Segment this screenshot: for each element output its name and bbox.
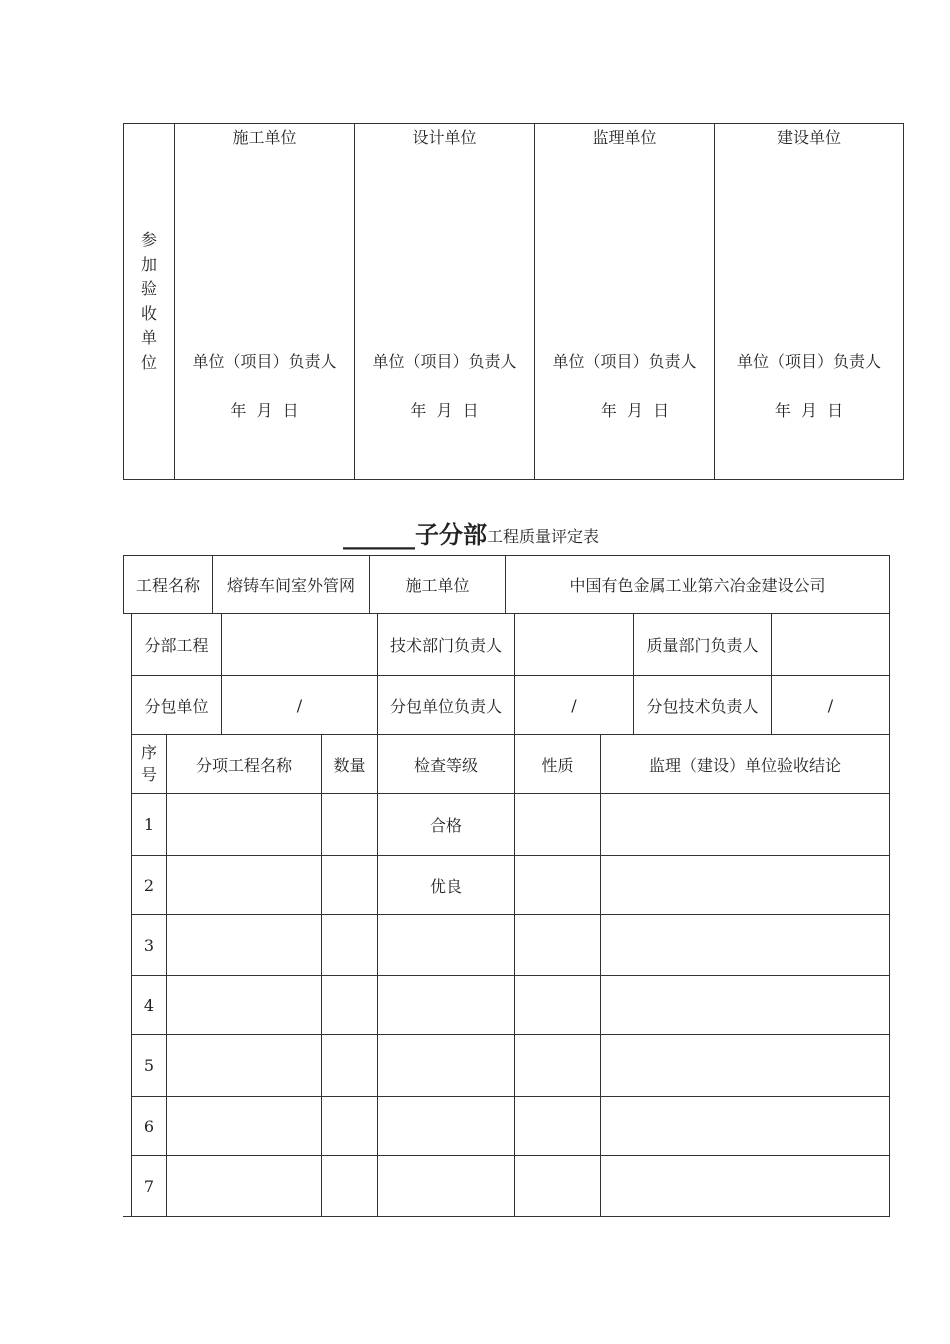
acceptance-units-label-char: 单 [140, 328, 157, 347]
acceptance-units-label-char: 位 [140, 352, 157, 372]
row-grade [378, 1035, 514, 1096]
row-grade [378, 915, 514, 975]
quality-head-value[interactable] [772, 614, 889, 675]
sub-tech-label: 分包技术负责人 [646, 696, 759, 716]
row-number: 1 [143, 815, 155, 834]
unit-name: 设计单位 [412, 127, 477, 147]
unit-name: 监理单位 [592, 127, 657, 147]
sub-head-label: 分包单位负责人 [389, 696, 502, 716]
unit-signer: 单位（项目）负责人 [552, 351, 697, 371]
unit-date: 年 月 日 [774, 400, 844, 420]
contractor-value: 中国有色金属工业第六冶金建设公司 [569, 576, 826, 595]
tech-head-value[interactable] [515, 614, 633, 675]
unit-signer: 单位（项目）负责人 [736, 351, 881, 371]
subcontractor-label: 分包单位 [144, 696, 209, 716]
unit-date: 年 月 日 [410, 400, 479, 420]
quality-head-label: 质量部门负责人 [646, 636, 759, 655]
acceptance-units-label-char: 验 [140, 279, 157, 298]
row-grade: 合格 [429, 816, 462, 835]
contractor-label: 施工单位 [405, 576, 470, 595]
subcontractor-value[interactable]: / [296, 695, 303, 715]
row-number: 4 [143, 995, 155, 1015]
acceptance-units-label-char: 加 [140, 254, 157, 274]
unit-date: 年 月 日 [230, 400, 299, 420]
row-number: 3 [143, 935, 155, 955]
unit-name: 建设单位 [776, 127, 841, 147]
row-number: 2 [143, 875, 155, 895]
acceptance-units-label-char: 收 [140, 303, 157, 323]
row-grade [378, 1156, 514, 1216]
subdivision-label: 分部工程 [144, 636, 209, 655]
acceptance-units-label [124, 228, 174, 375]
unit-signer: 单位（项目）负责人 [372, 351, 517, 371]
col-nature-header: 性质 [541, 755, 574, 775]
col-quantity-header: 数量 [333, 755, 366, 775]
row-grade: 优良 [429, 876, 462, 896]
acceptance-units-label-char: 参 [140, 230, 157, 249]
title-blank-underline: ______ [343, 522, 415, 550]
project-name-value: 熔铸车间室外管网 [226, 576, 355, 595]
col-conclusion-header: 监理（建设）单位验收结论 [648, 755, 841, 775]
project-name-label: 工程名称 [135, 576, 200, 595]
title-subdivision: 子分部 [415, 521, 487, 549]
tech-head-label: 技术部门负责人 [389, 636, 502, 655]
col-grade-header: 检查等级 [413, 755, 478, 775]
row-grade [378, 1097, 514, 1155]
unit-signer: 单位（项目）负责人 [192, 351, 337, 371]
sub-tech-value[interactable]: / [827, 695, 834, 715]
row-grade [378, 976, 514, 1034]
form-title [343, 514, 599, 550]
col-item-name-header: 分项工程名称 [195, 755, 292, 775]
row-number: 5 [143, 1056, 155, 1075]
unit-name: 施工单位 [232, 127, 297, 147]
row-number: 7 [143, 1176, 155, 1196]
unit-date: 年 月 日 [600, 400, 670, 420]
subdivision-value[interactable] [222, 614, 377, 675]
sub-head-value[interactable]: / [571, 695, 577, 715]
title-rest: 工程质量评定表 [487, 527, 600, 546]
row-number: 6 [143, 1116, 155, 1136]
col-seq-header: 序 号 [140, 743, 157, 784]
